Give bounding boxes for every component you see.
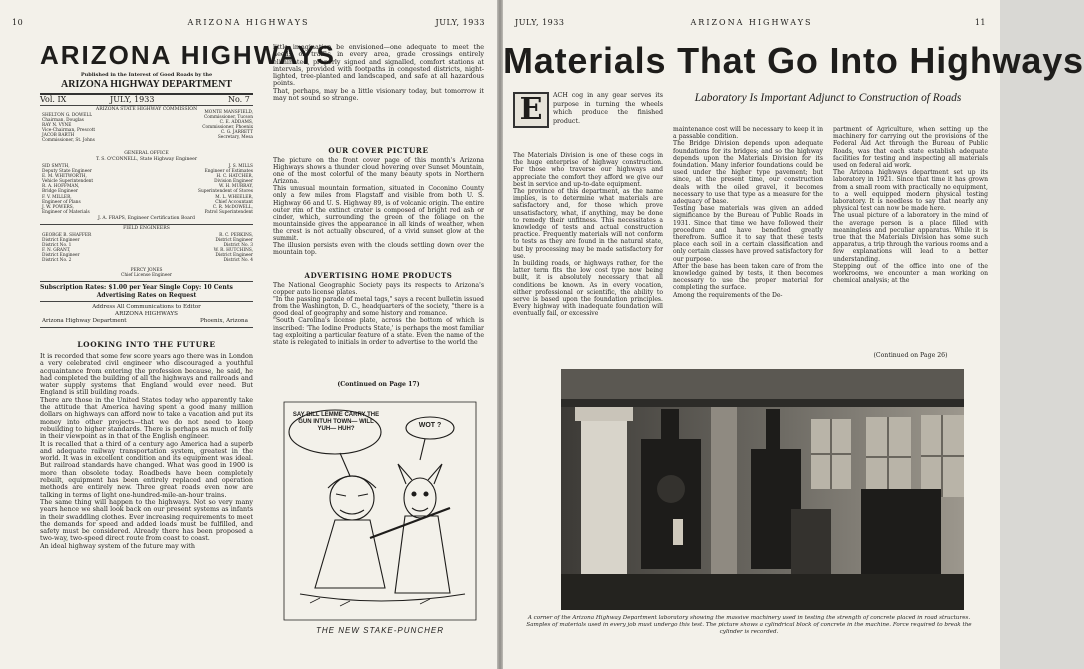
cover-title: OUR COVER PICTURE [328, 146, 429, 155]
photo-caption: A corner of the Arizona Highway Department laboratory showing the massive machinery used in testing the strength of concrete placed in road structures. Samples of materials used in every job must undergo this test. The picture shows a cylindrical block of concrete in the machine. Force required to break the cylinder is recorded. [526, 615, 972, 635]
field-engineers-left: GEORGE B. SHAFFER District Engineer District No. 1 F. N. GRANT, District Engineer District No. 2 [42, 233, 92, 264]
ceiling-beam [561, 399, 964, 407]
commission-left: SHELTON G. DOWELL Chairman, Douglas RAY N. VYNE Vice-Chairman, Prescott JACOB BARTH Commissioner, St. Johns [42, 113, 96, 144]
article-intro: ACH cog in any gear serves its purpose in turning the wheels which produce the finished product. [553, 92, 663, 125]
subscription-rates: Subscription Rates: $1.00 per Year Single Copy: 10 Cents [40, 284, 233, 291]
article-column-1: The Materials Division is one of these cogs in the huge enterprise of highway construction. For those who traverse our highways and appreciate the comfort they afford we give our best in service and up-to-date equipment. The province of this department, as the name implies, is to determine what materials are satisfactory and, for those which prove unsatisfactory, what, if anything, may be done to remedy their unfitness. This necessitates a knowledge of tests and actual construction practice. Frequently materials will not conform to tests as they are found in the natural state, but by processing may be made satisfactory for use. In building roads, or highways rather, for the latter term fits the low cost type now being built, it is absolutely necessary that all conditions be known. As in every vocation, either professional or scientific, the ability to serve is based upon the foundation principles. Every highway with inadequate foundation will eventually fail, or excessive [513, 152, 663, 318]
masthead-department: ARIZONA HIGHWAY DEPARTMENT [61, 79, 232, 90]
running-head-right: ARIZONA HIGHWAYS [690, 18, 813, 27]
masthead-issue-date: JULY, 1933 [110, 95, 155, 104]
ground-line [300, 594, 465, 601]
address-city: Phoenix, Arizona [200, 318, 248, 324]
certification-board: J. A. FRAPS, Engineer Certification Board [97, 216, 195, 221]
future-title: LOOKING INTO THE FUTURE [77, 340, 216, 349]
license-engineer: PERCY JONES Chief License Engineer [121, 268, 172, 279]
advertising-title: ADVERTISING HOME PRODUCTS [304, 271, 453, 280]
speech-pointer-right [420, 439, 425, 460]
field-engineers-right: R. C. PERKINS, District Engineer District No. 3 W. R. HUTCHINS, District Engineer District No. 4 [213, 233, 253, 264]
cover-body: The picture on the front cover page of this month's Arizona Highways shows a thunder cloud hovering over Sunset Mountain, one of the most colorful of the many beauty spots in Northern Arizona. This unusual mountain formation, situated in Coconino County only a few miles from Flagstaff and visible from both U. S. Highway 66 and U. S. Highway 89, is of volcanic origin. The entire outer rim of the extinct crater is composed of bright red ash or cinder, which, surrounding the green of the foliage on the mountainside gives the appearance in all kinds of weather, when the crest is not actually obscured, of a vivid sunset glow at the summit. The illusion persists even with the clouds settling down over the mountain top. [273, 157, 484, 257]
date-left: JULY, 1933 [435, 18, 485, 27]
advertising-body: The National Geographic Society pays its respects to Arizona's copper auto license plates. "In the passing parade of metal tags," says a recent bulletin issued from the Washington, D. C., headquarters of the society, "there is a good deal of geography and some history and romance. "South Carolina's license plate, across the bottom of which is inscribed: 'The Iodine Products State,' is perhaps the most familiar tag exploiting a particular feature of a state. Even the name of the state is relegated to initials in order to advertise to the world the [273, 282, 484, 346]
man-cap [328, 476, 376, 488]
address-line: Address All Communications to Editor [92, 304, 201, 310]
dog-head [404, 478, 436, 518]
commission-heading: ARIZONA STATE HIGHWAY COMMISSION [95, 107, 198, 112]
speech-text-left: SAY BILL LEMME CARRY THE GUN INTUH TOWN— WILL YUH— HUH? [292, 412, 380, 432]
man-mouth [340, 510, 364, 514]
laboratory-photo [561, 369, 964, 610]
continued-page-26: (Continued on Page 26) [873, 352, 948, 359]
general-office-left: SID SMYTH, Deputy State Engineer E. M. WHITWORTH, Vehicle Superintendent R. A. HOFFMAN, Bridge Engineer F. V. MILLER, Engineer of Plans J. W. POWERS, Engineer of Materials [42, 164, 94, 215]
field-engineers-heading: FIELD ENGINEERS [123, 226, 170, 231]
drop-cap: E [513, 92, 549, 128]
speech-pointer-left [340, 453, 350, 476]
advertising-rates: Advertising Rates on Request [96, 292, 197, 299]
masthead-issue-number: No. 7 [228, 95, 250, 104]
page-number-left: 10 [12, 18, 24, 27]
left-page [0, 0, 497, 669]
running-head-left: ARIZONA HIGHWAYS [187, 18, 310, 27]
address-publication: ARIZONA HIGHWAYS [115, 311, 178, 317]
date-right: JULY, 1933 [515, 18, 565, 27]
ceiling [561, 369, 964, 403]
dog-body [395, 516, 450, 593]
dog-ears [398, 464, 442, 484]
floor [561, 574, 964, 610]
general-office-heading: GENERAL OFFICE [124, 151, 169, 156]
masthead-logo: ARIZONA HIGHWAYS [40, 40, 336, 70]
page-number-right: 11 [974, 18, 986, 27]
concrete-cylinder [673, 519, 683, 545]
general-office-right: J. S. MILLS Engineer of Estimates H. C. HATCHER, Division Engineer W. H. MURRAY, Superintendent of Stores M. L. WHEELER, Chief Accountant C. R. McDOWELL, Patrol Superintendent [198, 164, 253, 215]
masthead-published-line: Published in the Interest of Good Roads by the [80, 72, 213, 78]
article-headline: Materials That Go Into Highways [503, 40, 1084, 81]
cartoon-caption: THE NEW STAKE-PUNCHER [316, 626, 444, 635]
man-body [315, 520, 385, 588]
article-column-2: maintenance cost will be necessary to keep it in a passable condition. The Bridge Division depends upon adequate foundations for its bridges; and so the highway depends upon the Materials Division for its foundation. Many inferior foundations could be used under the higher type pavement; but since, at the present time, our construction deals with the oiled gravel, it becomes necessary to use that type as a measure for the adequacy of base. Testing base materials was given an added significance by the Bureau of Public Roads in 1931. Since that time we have followed their procedure and have benefited greatly therefrom. Suffice it to say that these tests place each soil in a certain classification and only certain classes have proved satisfactory for our purpose. After the base has been taken care of from the knowledge gained by tests, it then becomes necessary to use the proper material for completing the surface. Among the requirements of the De- [673, 126, 823, 299]
man-eyes [336, 494, 368, 496]
continued-page-17: (Continued on Page 17) [337, 381, 420, 388]
man-head [330, 476, 374, 520]
article-subhead: Laboratory Is Important Adjunct to Construction of Roads [694, 92, 962, 104]
stake-puncher-cartoon [280, 398, 480, 638]
future-body: It is recorded that some few score years ago there was in London a very celebrated civil engineer who discouraged a youthful acquaintance from entering the profession because, he said, he had completed the building of all the highways and railroads and water supply systems that England would ever need. But England is still building roads. There are those in the United States today who apparently take the attitude that America having spent a good many million dollars on highways can afford now to take a vacation and put its money into other projects—that we do not need to keep rebuilding to higher standards. There is perhaps as much of folly in their viewpoint as in that of the English engineer. It is recalled that a third of a century ago America had a superb and adequate railway transportation system, greatest in the world. It was in excellent condition and its equipment was ideal. But railroad standards have changed. What was good in 1900 is more than obsolete today. Roadbeds have been completely rebuilt, equipment has been entirely replaced and operation methods are entirely new. Three great roads even now are talking in terms of light one-hundred-mile-an-hour trains. The same thing will happen to the highways. Not so very many years hence we shall look back on our present systems as infants in their swaddling clothes. Ever increasing requirements to meet the demands for speed and added loads must be fulfilled, and safety must be considered. Already there has been proposed a two-way, two-speed direct route from coast to coast. An ideal highway system of the future may with [40, 352, 253, 550]
state-engineer: T. S. O'CONNELL, State Highway Engineer [95, 157, 198, 162]
article-column-3: partment of Agriculture, when setting up the machinery for carrying out the provisions of the Federal Aid Act through the Bureau of Public Roads, was that each state establish adequate facilities for testing and inspecting all materials used on federal aid work. The Arizona highways department set up its laboratory in 1921. Since that time it has grown from a small room with practically no equipment, to a well equipped modern physical testing laboratory. It is needless to say that nearly any physical test can now be made here. The usual picture of a laboratory in the mind of the average person is a place filled with meaningless and peculiar apparatus. While it is true that the Materials Division has some such apparatus, a trip through the various rooms and a few explanations will lead to a better understanding. Stepping out of the office into one of the workrooms, we encounter a man working on chemical analysis; at the [833, 126, 988, 285]
gun [370, 508, 450, 538]
speech-text-right: WOT ? [418, 422, 442, 429]
commission-right: MONTE MANSFIELD, Commissioner, Tucson C. E. ADDAMS, Commissioner, Phoenix C. G. JARRETT Secretary, Mesa [202, 110, 253, 141]
future-continuation: little imagination be envisioned—one adequate to meet the needs of traffic in every area, grade crossings entirely eliminated, properly signed and signalled, comfort stations at intervals, provided with footpaths in congested districts, night-lighted, tree-planted and landscaped, and safe at all hazardous points. That, perhaps, may be a little visionary today, but tomorrow it may not sound so strange. [273, 43, 484, 103]
masthead-vol: Vol. IX [40, 95, 67, 104]
address-department: Arizona Highway Department [42, 318, 127, 324]
